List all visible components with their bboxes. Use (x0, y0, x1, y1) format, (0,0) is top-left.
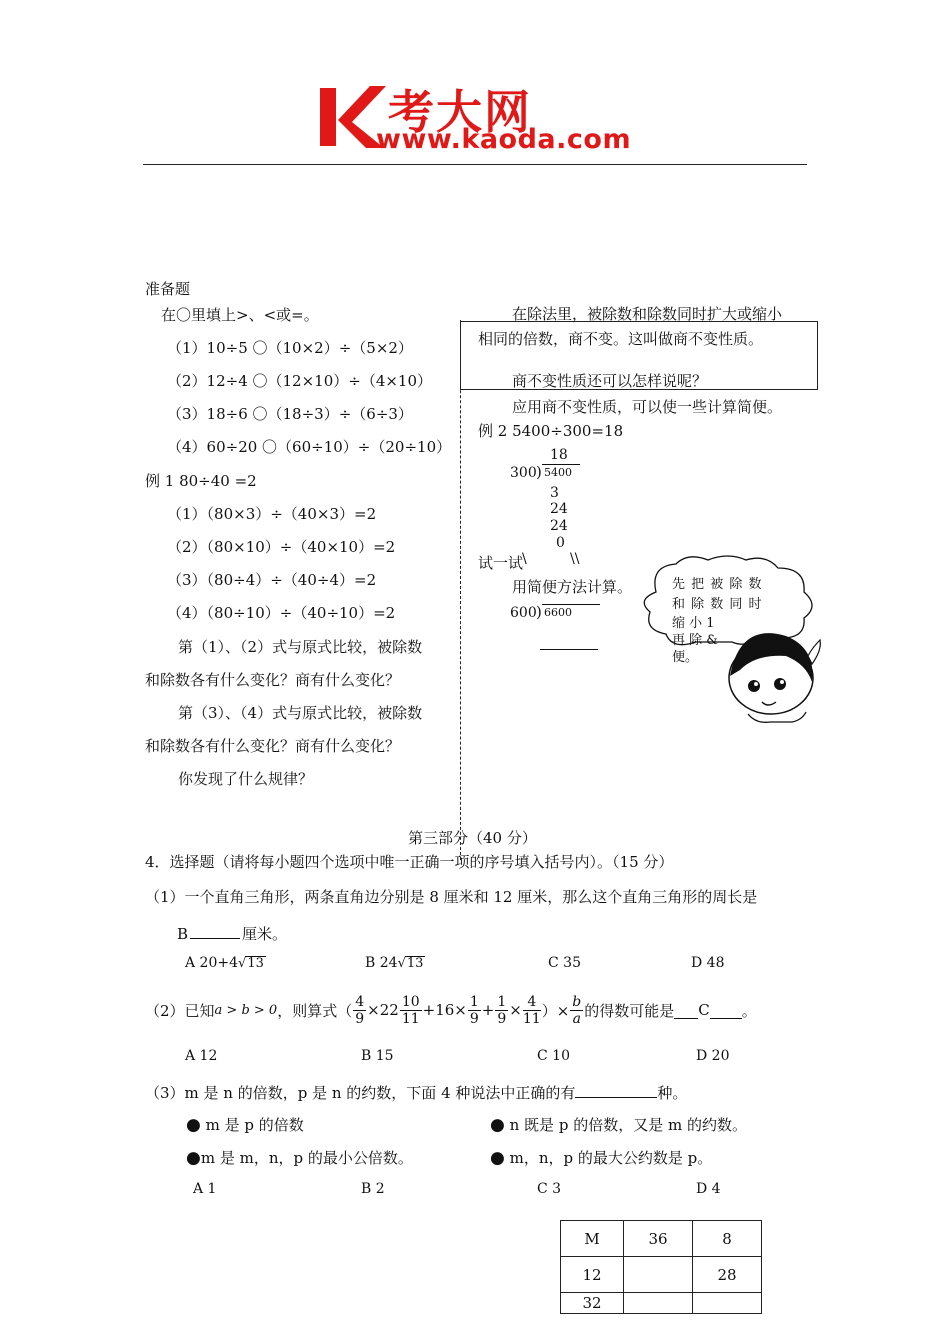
table-cell (693, 1293, 762, 1314)
table-cell: 32 (561, 1293, 624, 1314)
prep-question-4: （4）60÷20 〇（60÷10）÷（20÷10） (167, 438, 452, 456)
try-division-bar (542, 604, 600, 605)
rule-question: 商不变性质还可以怎样说呢？ (512, 372, 708, 390)
bubble-text-2: 和 除 数 同 时 (672, 597, 763, 612)
instruction: 在〇里填上>、<或=。 (161, 306, 319, 324)
question-4-title: 4．选择题（请将每小题四个选项中唯一正确一项的序号填入括号内）。（15 分） (145, 853, 674, 871)
bullet-icon: ● (186, 1148, 201, 1168)
kaoda-logo (318, 78, 638, 158)
try-answer-line (540, 649, 598, 650)
subquestion-3: （3）m 是 n 的倍数，p 是 n 的约数，下面 4 种说法中正确的有 种。 (145, 1081, 687, 1103)
long-division-step-2: 24 (550, 501, 568, 517)
subquestion-1-answer: B 厘米。 (177, 925, 288, 943)
try-label: 试一试 (478, 554, 524, 572)
column-divider (460, 320, 461, 860)
subquestion-2: （2）已知 a > b > 0 ，则算式（ $\frac{4}{9}$ ×22 $\frac{10}{11}$ +16× $\frac{1}{9}$ + $\frac{1}{9}$ × $\frac{4}{11}$ ）× $\frac{b}{a}$ 的得数可能是 C 。 (145, 993, 757, 1027)
option-3d: D 4 (696, 1181, 721, 1197)
long-division-divisor: 300 (510, 465, 537, 481)
long-division-step-4: 0 (556, 535, 565, 551)
table-row (561, 1257, 762, 1293)
long-division-step-1: 3 (550, 485, 559, 501)
option-1d: D 48 (691, 955, 725, 971)
try-dividend: 6600 (544, 606, 572, 619)
example-1-line-2: （2）（80×10）÷（40×10）=2 (167, 538, 396, 556)
long-division-dividend: 5400 (544, 466, 572, 479)
table-row (561, 1293, 762, 1314)
paragraph-3: 你发现了什么规律？ (178, 770, 314, 788)
part3-title: 第三部分（40 分） (408, 829, 537, 847)
bubble-text-5: 便。 (672, 650, 699, 665)
option-1a: A 20+4√13 (185, 955, 264, 971)
logo-chinese-text: 考大网 (388, 85, 532, 139)
paragraph-1a: 第（1）、（2）式与原式比较，被除数 (178, 638, 423, 656)
statement-2: ● n 既是 p 的倍数，又是 m 的约数。 (490, 1115, 747, 1135)
number-table (560, 1220, 762, 1314)
bullet-icon: ● (490, 1115, 505, 1135)
table-cell (624, 1257, 693, 1293)
example-2-title: 例 2 5400÷300=18 (478, 422, 624, 440)
long-division-bracket-icon: ) (536, 463, 542, 481)
bubble-text-1: 先 把 被 除 数 (672, 577, 763, 592)
statement-3: ●m 是 m，n，p 的最小公倍数。 (186, 1148, 413, 1168)
table-row (561, 1221, 762, 1257)
bullet-icon: ● (186, 1115, 201, 1135)
example-1-line-4: （4）（80÷10）÷（40÷10）=2 (167, 604, 396, 622)
example-1-line-3: （3）（80÷4）÷（40÷4）=2 (167, 571, 377, 589)
backslash-mark-icon: \ (522, 551, 527, 567)
option-3c: C 3 (537, 1181, 562, 1197)
long-division-bar (542, 464, 580, 465)
try-divisor: 600 (510, 605, 537, 621)
long-division-step-3: 24 (550, 518, 568, 534)
bullet-icon: ● (490, 1148, 505, 1168)
table-cell: 12 (561, 1257, 624, 1293)
option-2c: C 10 (537, 1048, 570, 1064)
bubble-text-3: 缩 小 1 (672, 616, 715, 631)
option-1b: B 24√13 (365, 955, 424, 971)
paragraph-2a: 第（3）、（4）式与原式比较，被除数 (178, 704, 423, 722)
option-1c: C 35 (548, 955, 581, 971)
section-heading: 准备题 (145, 280, 191, 298)
statement-1: ● m 是 p 的倍数 (186, 1115, 304, 1135)
logo-url-text: www.kaoda.com (376, 124, 632, 155)
try-bracket-icon: ) (536, 603, 542, 621)
paragraph-1b: 和除数各有什么变化？商有什么变化？ (145, 671, 401, 689)
prep-question-3: （3）18÷6 〇（18÷3）÷（6÷3） (167, 405, 413, 423)
example-1-title: 例 1 80÷40 =2 (145, 472, 257, 490)
bubble-text-4: 再 除 & (672, 633, 718, 648)
table-cell: 8 (693, 1221, 762, 1257)
example-1-line-1: （1）（80×3）÷（40×3）=2 (167, 505, 377, 523)
option-2b: B 15 (361, 1048, 394, 1064)
option-2a: A 12 (185, 1048, 218, 1064)
rule-text-1: 在除法里，被除数和除数同时扩大或缩小 (512, 305, 783, 323)
prep-question-2: （2）12÷4 〇（12×10）÷（4×10） (167, 372, 433, 390)
table-cell (624, 1293, 693, 1314)
try-instruction: 用简便方法计算。 (512, 578, 633, 596)
option-3b: B 2 (361, 1181, 385, 1197)
rule-text-2: 相同的倍数，商不变。这叫做商不变性质。 (478, 330, 764, 348)
paragraph-2b: 和除数各有什么变化？商有什么变化？ (145, 737, 401, 755)
double-backslash-mark-icon: \\ (570, 551, 580, 567)
option-2d: D 20 (696, 1048, 730, 1064)
long-division-quotient: 18 (550, 447, 568, 463)
prep-question-1: （1）10÷5 〇（10×2）÷（5×2） (167, 339, 413, 357)
table-cell: M (561, 1221, 624, 1257)
option-3a: A 1 (193, 1181, 217, 1197)
subquestion-1: （1）一个直角三角形，两条直角边分别是 8 厘米和 12 厘米，那么这个直角三角形的周长是 (145, 888, 758, 906)
table-cell: 28 (693, 1257, 762, 1293)
table-cell: 36 (624, 1221, 693, 1257)
header-rule (143, 164, 807, 165)
statement-4: ● m，n，p 的最大公约数是 p。 (490, 1148, 713, 1168)
apply-text: 应用商不变性质，可以使一些计算简便。 (512, 398, 783, 416)
